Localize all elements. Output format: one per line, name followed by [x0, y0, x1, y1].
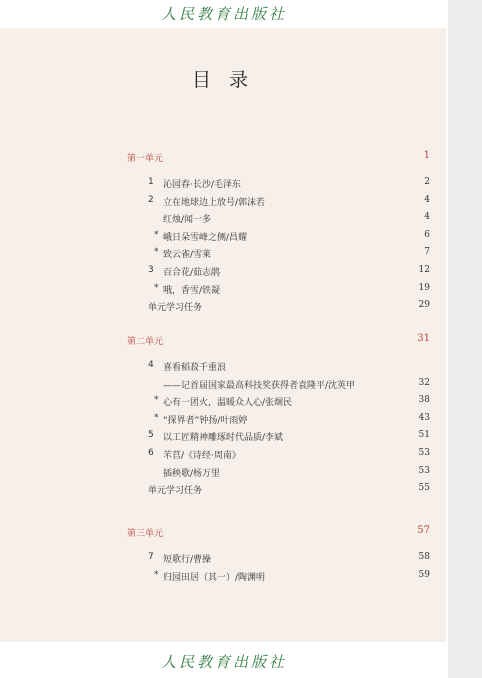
- toc-entry[interactable]: [0, 413, 446, 429]
- entry-title: 致云雀/雪莱: [163, 250, 212, 261]
- entry-page-number: 6: [424, 229, 430, 240]
- entry-title: 插秧歌/杨万里: [163, 468, 221, 479]
- optional-reading-mark: *: [154, 395, 159, 406]
- entry-page-number: 12: [418, 265, 430, 275]
- publisher-footer: 人民教育出版社: [160, 653, 287, 671]
- unit-heading[interactable]: [0, 334, 446, 352]
- unit-page-number: 31: [417, 333, 430, 344]
- optional-reading-mark: *: [154, 412, 159, 423]
- toc-entry[interactable]: [0, 247, 446, 263]
- optional-reading-mark: *: [154, 282, 159, 293]
- entry-page-number: 2: [424, 177, 430, 187]
- entry-title: 短歌行/曹操: [163, 555, 212, 565]
- unit-page-number: 1: [423, 150, 430, 161]
- optional-reading-mark: *: [154, 569, 159, 580]
- toc-entry[interactable]: [0, 360, 446, 376]
- entry-page-number: 51: [418, 430, 430, 441]
- entry-title: 哦，香雪/铁凝: [163, 285, 221, 296]
- toc-entry[interactable]: [0, 300, 446, 316]
- entry-page-number: 53: [418, 448, 430, 458]
- entry-page-number: 7: [424, 247, 430, 258]
- toc-entry[interactable]: [0, 195, 446, 211]
- optional-reading-mark: *: [154, 247, 159, 258]
- unit-heading[interactable]: [0, 526, 446, 544]
- toc-entry[interactable]: [0, 570, 446, 586]
- toc-entry[interactable]: [0, 466, 446, 482]
- toc-entry[interactable]: [0, 283, 446, 299]
- toc-entry[interactable]: [0, 430, 446, 446]
- entry-title: 单元学习任务: [148, 486, 203, 497]
- entry-title: 以工匠精神雕琢时代品质/李斌: [163, 433, 284, 444]
- entry-title: 峨日朵雪峰之侧/昌耀: [163, 232, 248, 243]
- toc-entry[interactable]: [0, 177, 446, 193]
- entry-title: 心有一团火，温暖众人心/张炯民: [163, 398, 293, 409]
- entry-title: 红烛/闻一多: [163, 215, 212, 226]
- unit-heading[interactable]: [0, 151, 446, 169]
- toc-entry[interactable]: [0, 230, 446, 246]
- toc-entry[interactable]: [0, 212, 446, 228]
- publisher-header: 人民教育出版社: [160, 5, 287, 23]
- entry-title: 百合花/茹志鹃: [163, 268, 221, 278]
- entry-number: 6: [148, 448, 154, 458]
- toc-entry[interactable]: [0, 378, 446, 394]
- page-title: 目 录: [191, 69, 255, 91]
- unit-label: 第一单元: [127, 154, 164, 164]
- entry-number: 5: [148, 430, 154, 441]
- entry-number: 2: [148, 194, 154, 205]
- unit-page-number: 57: [417, 525, 430, 536]
- entry-page-number: 4: [424, 212, 430, 223]
- entry-page-number: 32: [418, 377, 430, 388]
- toc-entry[interactable]: [0, 395, 446, 411]
- entry-page-number: 55: [418, 483, 430, 494]
- entry-page-number: 19: [418, 282, 430, 293]
- entry-number: 7: [148, 552, 154, 562]
- entry-page-number: 58: [418, 552, 430, 562]
- entry-title: 沁园春·长沙/毛泽东: [163, 180, 241, 190]
- entry-title: 喜看稻菽千重浪: [163, 363, 227, 373]
- toc-entry[interactable]: [0, 448, 446, 464]
- entry-page-number: 53: [418, 465, 430, 476]
- entry-title: “探界者”钟扬/叶雨婷: [163, 415, 248, 426]
- toc-entry[interactable]: [0, 552, 446, 568]
- optional-reading-mark: *: [154, 229, 159, 240]
- entry-page-number: 59: [418, 569, 430, 580]
- entry-title: 归园田居（其一）/陶渊明: [163, 572, 266, 583]
- entry-page-number: 4: [424, 194, 430, 205]
- entry-title: 芣苢/《诗经·周南》: [163, 451, 241, 461]
- entry-title: 立在地球边上放号/郭沫若: [163, 197, 266, 208]
- unit-label: 第三单元: [127, 529, 164, 539]
- entry-page-number: 29: [418, 300, 430, 311]
- entry-title: 单元学习任务: [148, 303, 203, 314]
- unit-label: 第二单元: [127, 337, 164, 347]
- right-gutter: [448, 0, 482, 678]
- entry-number: 1: [148, 177, 154, 187]
- entry-title: ——记首届国家最高科技奖获得者袁隆平/沈英甲: [163, 380, 356, 391]
- entry-page-number: 38: [418, 395, 430, 406]
- entry-number: 3: [148, 265, 154, 275]
- toc-entry[interactable]: [0, 483, 446, 499]
- toc-page: [0, 28, 446, 642]
- entry-number: 4: [148, 360, 154, 370]
- toc-entry[interactable]: [0, 265, 446, 281]
- entry-page-number: 43: [418, 412, 430, 423]
